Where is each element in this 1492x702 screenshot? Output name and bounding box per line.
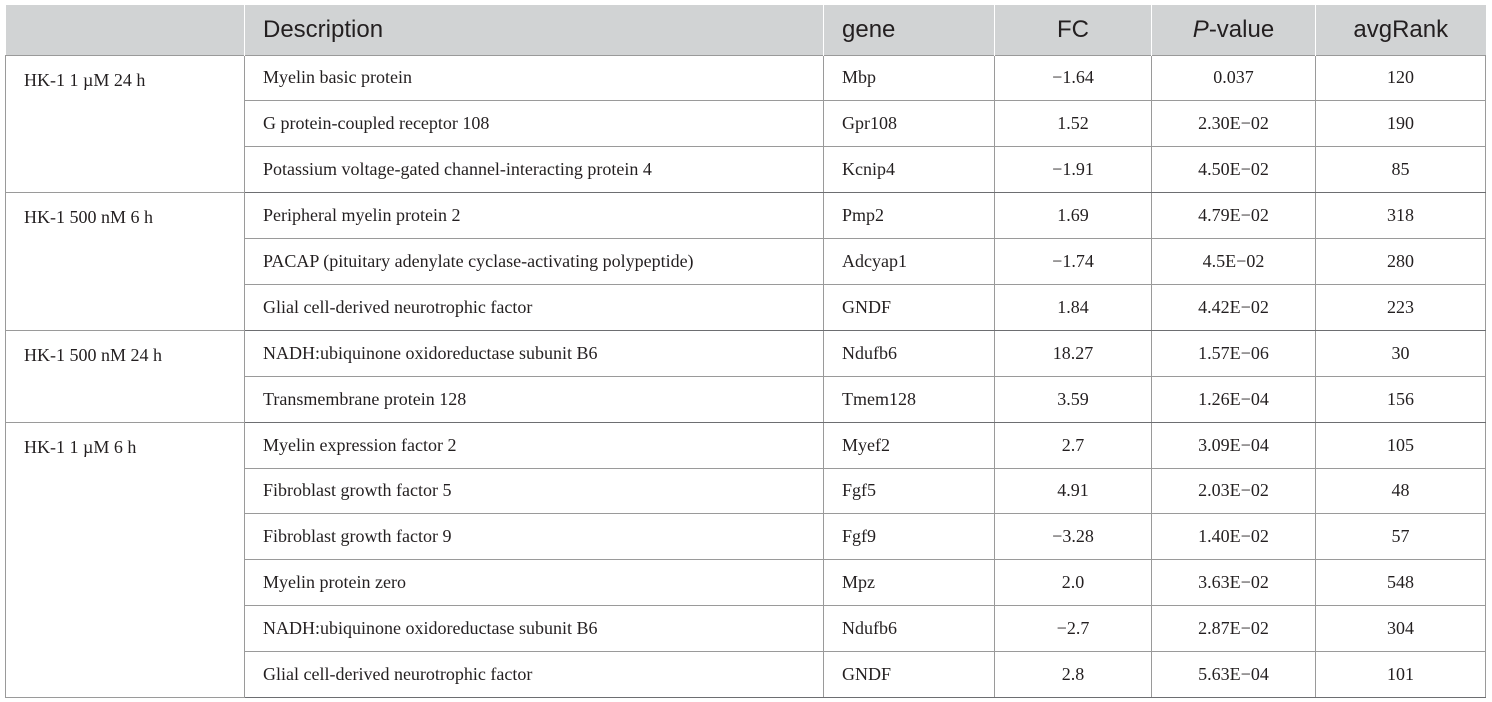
condition-cell: HK-1 500 nM 6 h <box>6 193 245 331</box>
description-cell: Glial cell-derived neurotrophic factor <box>245 652 824 698</box>
fc-cell: −1.74 <box>995 239 1152 285</box>
header-avgrank: avgRank <box>1316 5 1486 55</box>
description-cell: Peripheral myelin protein 2 <box>245 193 824 239</box>
pvalue-cell: 1.40E−02 <box>1152 514 1316 560</box>
gene-cell: Tmem128 <box>824 376 995 422</box>
description-cell: NADH:ubiquinone oxidoreductase subunit B6 <box>245 330 824 376</box>
avgrank-cell: 190 <box>1316 101 1486 147</box>
table-row <box>6 330 1486 376</box>
avgrank-cell: 48 <box>1316 468 1486 514</box>
pvalue-cell: 1.26E−04 <box>1152 376 1316 422</box>
condition-cell: HK-1 500 nM 24 h <box>6 330 245 422</box>
gene-cell: Fgf5 <box>824 468 995 514</box>
header-description: Description <box>245 5 824 55</box>
pvalue-cell: 4.42E−02 <box>1152 284 1316 330</box>
avgrank-cell: 57 <box>1316 514 1486 560</box>
pvalue-cell: 3.63E−02 <box>1152 560 1316 606</box>
fc-cell: −1.64 <box>995 55 1152 101</box>
description-cell: Myelin basic protein <box>245 55 824 101</box>
table-row <box>6 55 1486 101</box>
table-body <box>6 55 1486 697</box>
fc-cell: −1.91 <box>995 147 1152 193</box>
avgrank-cell: 30 <box>1316 330 1486 376</box>
avgrank-cell: 223 <box>1316 284 1486 330</box>
description-cell: Myelin expression factor 2 <box>245 422 824 468</box>
pvalue-cell: 3.09E−04 <box>1152 422 1316 468</box>
avgrank-cell: 304 <box>1316 606 1486 652</box>
fc-cell: 1.84 <box>995 284 1152 330</box>
gene-table-container <box>5 5 1485 698</box>
table-header <box>6 5 1486 55</box>
gene-cell: Myef2 <box>824 422 995 468</box>
fc-cell: 18.27 <box>995 330 1152 376</box>
condition-cell: HK-1 1 µM 6 h <box>6 422 245 697</box>
pvalue-cell: 2.87E−02 <box>1152 606 1316 652</box>
avgrank-cell: 280 <box>1316 239 1486 285</box>
fc-cell: 2.8 <box>995 652 1152 698</box>
pvalue-cell: 1.57E−06 <box>1152 330 1316 376</box>
fc-cell: 3.59 <box>995 376 1152 422</box>
fc-cell: 2.0 <box>995 560 1152 606</box>
header-gene: gene <box>824 5 995 55</box>
gene-cell: Pmp2 <box>824 193 995 239</box>
fc-cell: 1.69 <box>995 193 1152 239</box>
description-cell: Transmembrane protein 128 <box>245 376 824 422</box>
header-row <box>6 5 1486 55</box>
pvalue-cell: 0.037 <box>1152 55 1316 101</box>
avgrank-cell: 120 <box>1316 55 1486 101</box>
description-cell: NADH:ubiquinone oxidoreductase subunit B6 <box>245 606 824 652</box>
table-row <box>6 193 1486 239</box>
fc-cell: 2.7 <box>995 422 1152 468</box>
avgrank-cell: 85 <box>1316 147 1486 193</box>
gene-cell: Gpr108 <box>824 101 995 147</box>
header-pvalue <box>1152 5 1316 55</box>
avgrank-cell: 105 <box>1316 422 1486 468</box>
description-cell: PACAP (pituitary adenylate cyclase-activating polypeptide) <box>245 239 824 285</box>
header-fc: FC <box>995 5 1152 55</box>
fc-cell: −3.28 <box>995 514 1152 560</box>
description-cell: Fibroblast growth factor 5 <box>245 468 824 514</box>
gene-cell: Fgf9 <box>824 514 995 560</box>
header-pvalue-rest: -value <box>1208 15 1275 43</box>
gene-cell: Kcnip4 <box>824 147 995 193</box>
pvalue-cell: 4.79E−02 <box>1152 193 1316 239</box>
condition-cell: HK-1 1 µM 24 h <box>6 55 245 193</box>
gene-cell: Adcyap1 <box>824 239 995 285</box>
table-row <box>6 422 1486 468</box>
avgrank-cell: 101 <box>1316 652 1486 698</box>
avgrank-cell: 548 <box>1316 560 1486 606</box>
fc-cell: −2.7 <box>995 606 1152 652</box>
description-cell: Myelin protein zero <box>245 560 824 606</box>
fc-cell: 1.52 <box>995 101 1152 147</box>
gene-expression-table <box>5 5 1486 698</box>
header-condition <box>6 5 245 55</box>
pvalue-cell: 4.50E−02 <box>1152 147 1316 193</box>
gene-cell: Ndufb6 <box>824 606 995 652</box>
description-cell: Glial cell-derived neurotrophic factor <box>245 284 824 330</box>
gene-cell: Mpz <box>824 560 995 606</box>
header-pvalue-italic: P <box>1192 15 1209 43</box>
pvalue-cell: 2.30E−02 <box>1152 101 1316 147</box>
gene-cell: Ndufb6 <box>824 330 995 376</box>
pvalue-cell: 2.03E−02 <box>1152 468 1316 514</box>
description-cell: Fibroblast growth factor 9 <box>245 514 824 560</box>
fc-cell: 4.91 <box>995 468 1152 514</box>
pvalue-cell: 5.63E−04 <box>1152 652 1316 698</box>
gene-cell: Mbp <box>824 55 995 101</box>
pvalue-cell: 4.5E−02 <box>1152 239 1316 285</box>
avgrank-cell: 156 <box>1316 376 1486 422</box>
description-cell: Potassium voltage-gated channel-interacting protein 4 <box>245 147 824 193</box>
gene-cell: GNDF <box>824 284 995 330</box>
gene-cell: GNDF <box>824 652 995 698</box>
description-cell: G protein-coupled receptor 108 <box>245 101 824 147</box>
avgrank-cell: 318 <box>1316 193 1486 239</box>
